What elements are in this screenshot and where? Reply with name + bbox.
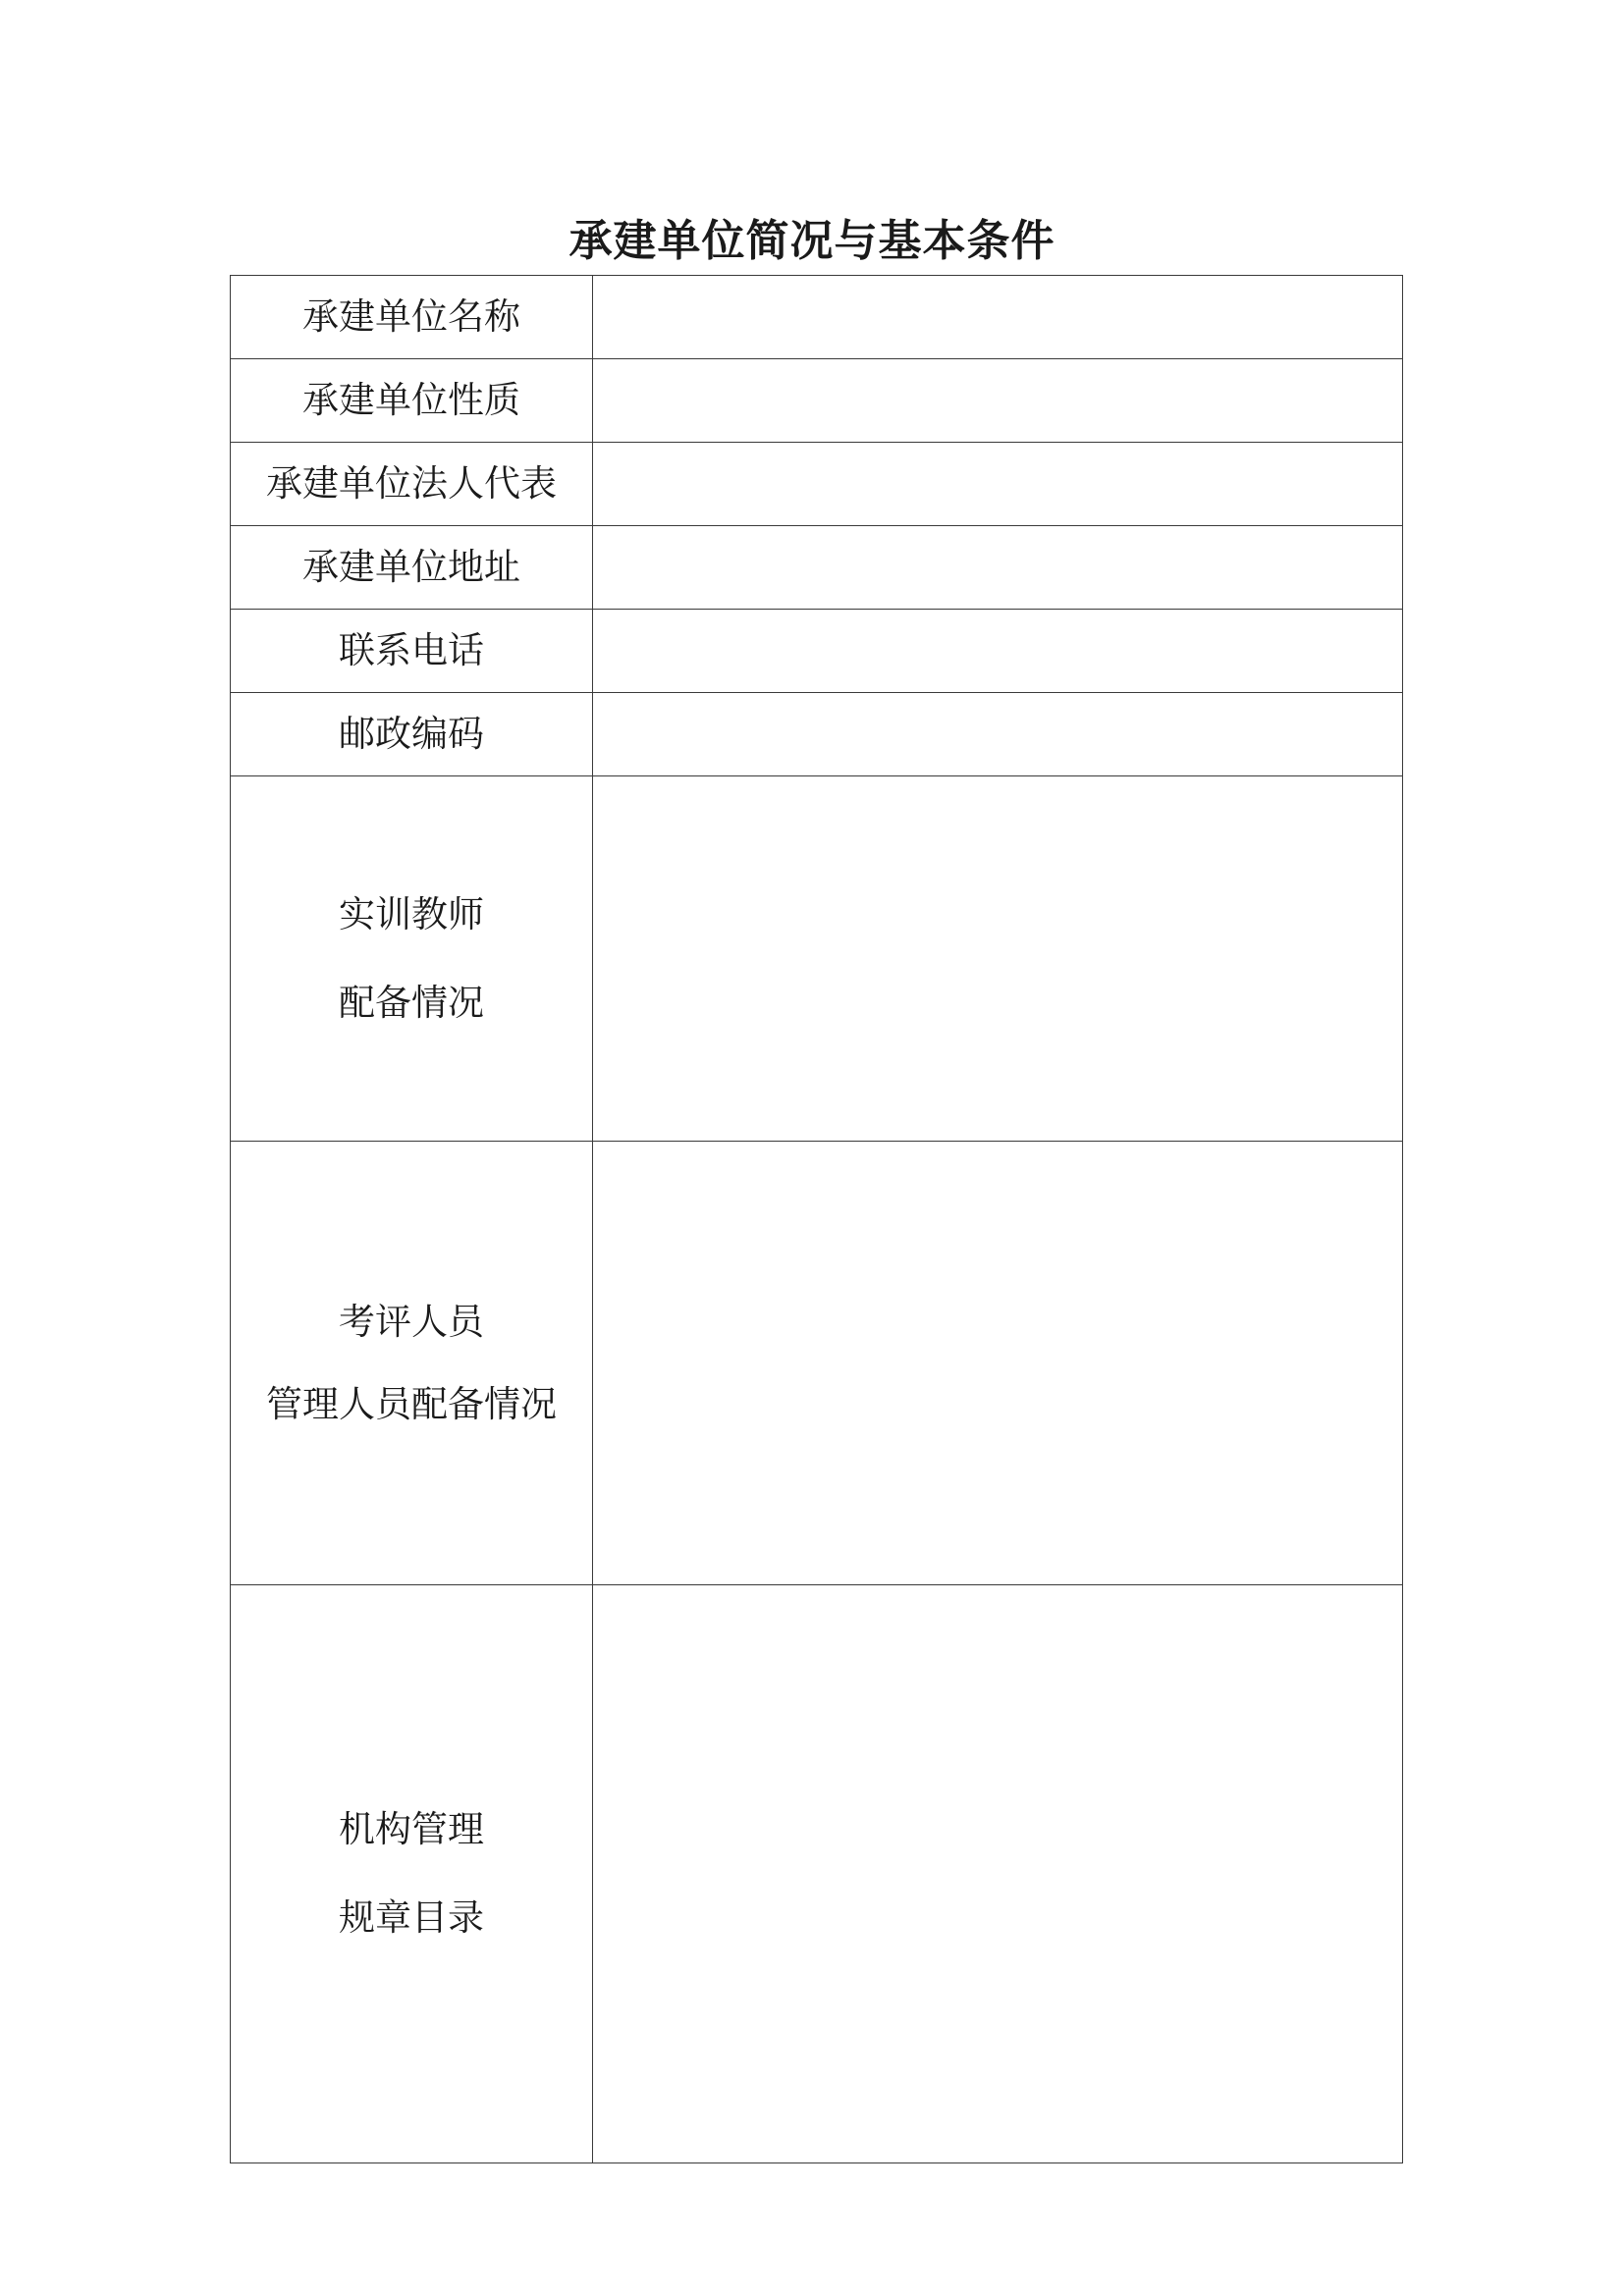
row-label-postal-code: 邮政编码: [231, 693, 593, 776]
table-row: [231, 776, 1403, 1142]
label-line: 管理人员配备情况: [266, 1382, 557, 1425]
row-label-unit-name: 承建单位名称: [231, 276, 593, 359]
regulations-catalog-field[interactable]: [593, 1585, 1403, 2163]
row-label-legal-representative: 承建单位法人代表: [231, 443, 593, 526]
training-teachers-field[interactable]: [593, 776, 1403, 1142]
row-label-unit-address: 承建单位地址: [231, 526, 593, 610]
label-line: 实训教师: [339, 892, 484, 935]
unit-info-table: [230, 275, 1403, 2163]
postal-code-field[interactable]: [593, 693, 1403, 776]
label-line: 规章目录: [339, 1896, 484, 1939]
unit-name-field[interactable]: [593, 276, 1403, 359]
row-label-examiners-managers: [231, 1142, 593, 1585]
table-row: [231, 359, 1403, 443]
label-line: 考评人员: [339, 1300, 484, 1343]
legal-representative-field[interactable]: [593, 443, 1403, 526]
row-label-unit-nature: 承建单位性质: [231, 359, 593, 443]
table-row: [231, 1585, 1403, 2163]
row-label-phone: 联系电话: [231, 610, 593, 693]
table-row: [231, 443, 1403, 526]
unit-nature-field[interactable]: [593, 359, 1403, 443]
table-row: [231, 693, 1403, 776]
examiners-managers-field[interactable]: [593, 1142, 1403, 1585]
unit-address-field[interactable]: [593, 526, 1403, 610]
table-row: [231, 610, 1403, 693]
page-title: 承建单位简况与基本条件: [568, 216, 1056, 266]
label-line: 机构管理: [339, 1808, 484, 1850]
label-line: 配备情况: [339, 981, 484, 1024]
table-row: [231, 276, 1403, 359]
table-row: [231, 1142, 1403, 1585]
phone-field[interactable]: [593, 610, 1403, 693]
row-label-training-teachers: [231, 776, 593, 1142]
row-label-regulations-catalog: [231, 1585, 593, 2163]
table-row: [231, 526, 1403, 610]
